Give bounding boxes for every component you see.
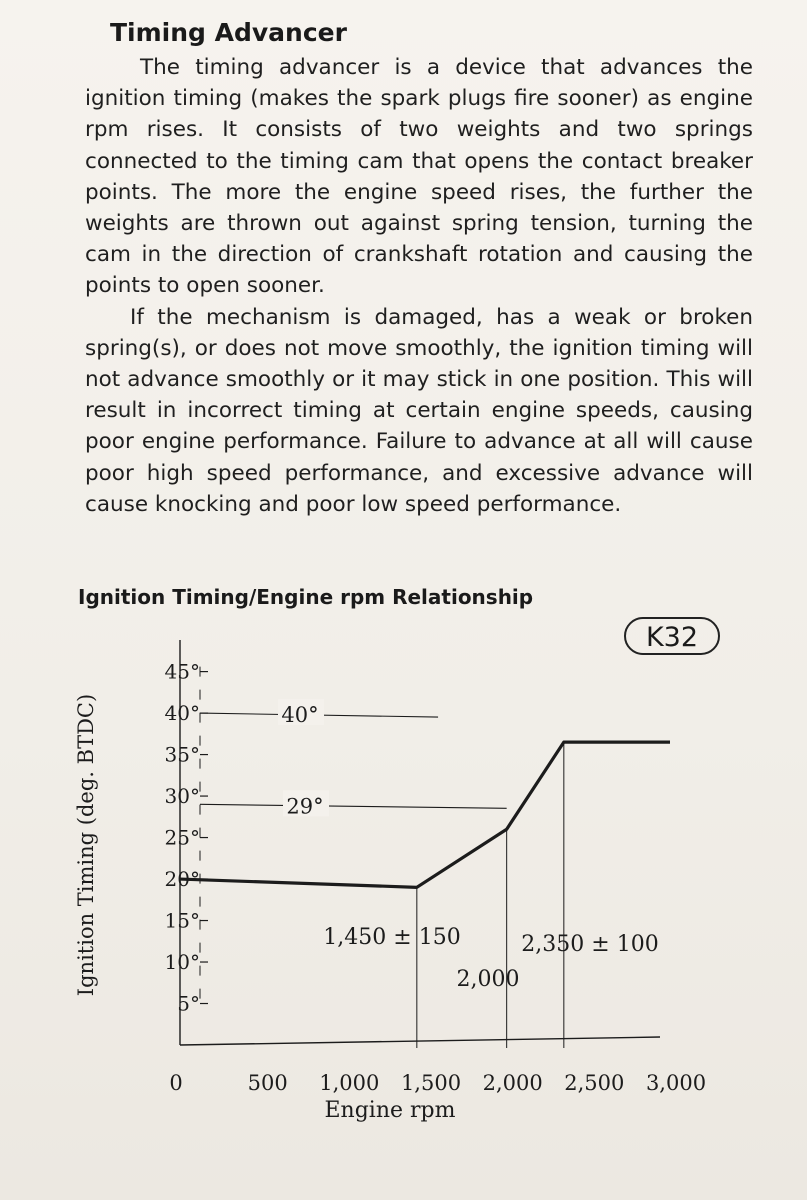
paragraph-2: If the mechanism is damaged, has a weak or broken spring(s), or does not move smoothly, the ignition timing will not advance smoothly or it may stick in one position. This will result in incorrect timing at certain engine speeds, causing poor engine performance. Failure to advance at all will cause poor high speed performance, and excessive advance will cause knocking and poor low speed performance. xyxy=(85,304,753,517)
rpm-annotation: 2,000 xyxy=(456,967,520,992)
y-tick-label: 40° xyxy=(164,701,200,726)
x-tick-label: 2,500 xyxy=(564,1071,625,1095)
x-tick-label: 1,000 xyxy=(319,1071,380,1095)
rpm-annotation: 1,450 ± 150 xyxy=(323,925,461,950)
x-tick-label: 0 xyxy=(169,1071,183,1095)
y-axis-title: Ignition Timing (deg. BTDC) xyxy=(74,693,98,997)
figure-badge: K32 xyxy=(624,617,720,655)
x-tick-label: 1,500 xyxy=(400,1071,462,1095)
x-axis-line xyxy=(180,1037,660,1045)
x-tick-label: 3,000 xyxy=(645,1071,707,1095)
chart-series xyxy=(180,742,670,887)
rpm-annotation: 2,350 ± 100 xyxy=(521,932,659,957)
y-tick-label: 15° xyxy=(164,908,200,933)
y-tick-label: 10° xyxy=(164,950,200,975)
figure-title: Ignition Timing/Engine rpm Relationship xyxy=(78,585,534,609)
y-tick-label: 20° xyxy=(164,867,200,892)
section-heading: Timing Advancer xyxy=(110,18,347,47)
chart-axes xyxy=(180,640,660,1045)
reference-line-29 xyxy=(200,804,507,808)
y-tick-label: 5° xyxy=(177,991,200,1016)
y-tick-label: 25° xyxy=(164,825,200,850)
paragraph-1: The timing advancer is a device that advances the ignition timing (makes the spark plugs fire sooner) as engine rpm rises. It consists of two weights and two springs connected to the timing cam that opens the contact breaker points. The more the engine speed rises, the further the weights are thrown out against spring tension, turning the cam in the direction of crankshaft rotation and causing the points to open sooner. xyxy=(85,55,753,299)
reference-label-40: 40° xyxy=(281,703,319,728)
x-tick-label: 2,000 xyxy=(482,1071,543,1095)
chart-labels xyxy=(74,660,706,1123)
x-axis-title: Engine rpm xyxy=(324,1098,456,1123)
x-tick-label: 500 xyxy=(247,1071,288,1095)
y-tick-label: 45° xyxy=(164,659,200,684)
y-tick-label: 35° xyxy=(164,742,200,767)
chart-guides xyxy=(200,699,564,1048)
y-tick-label: 30° xyxy=(164,784,200,809)
timing-curve xyxy=(180,742,670,887)
reference-label-29: 29° xyxy=(286,794,324,819)
